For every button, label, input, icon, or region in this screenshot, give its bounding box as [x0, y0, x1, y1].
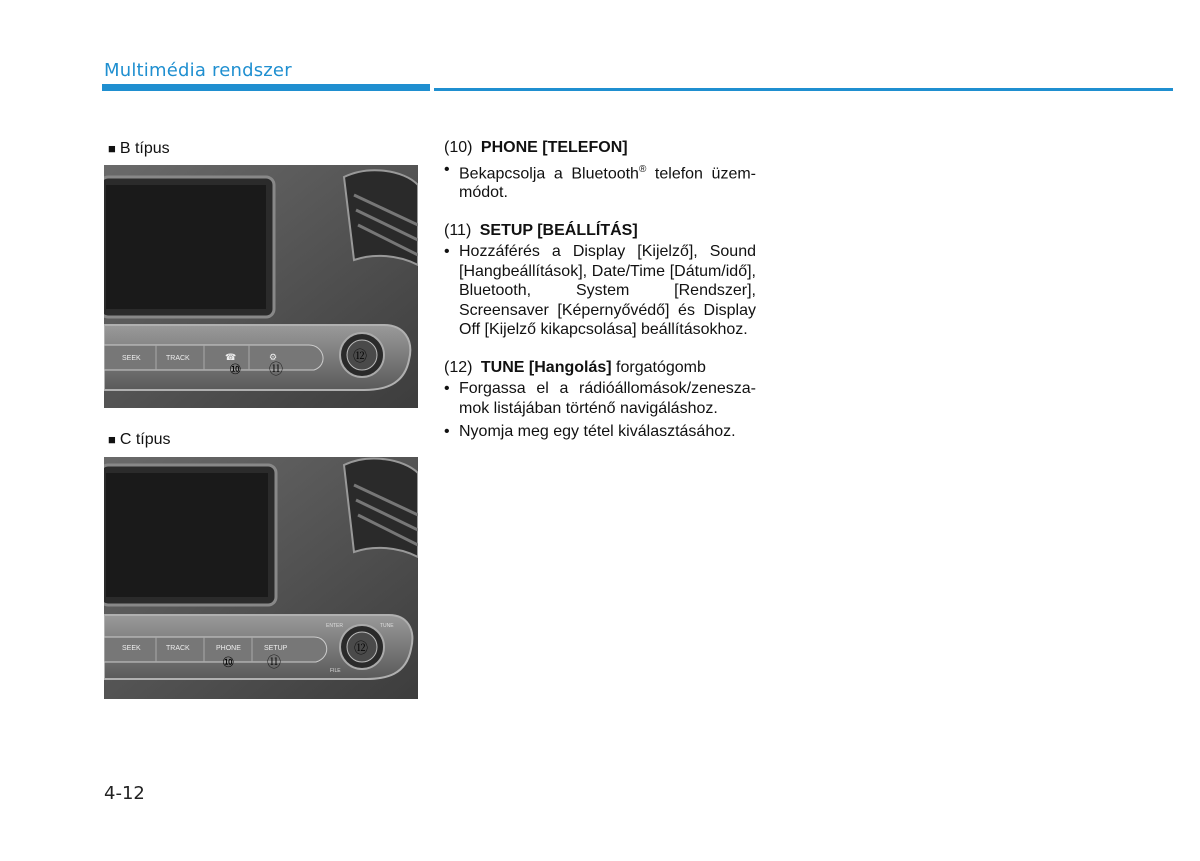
figure-photo-c — [104, 457, 418, 699]
section-title: TUNE [Hangolás] — [480, 358, 612, 376]
header-title: Multimédia rendszer — [104, 60, 292, 81]
enter-label: ENTER — [326, 623, 343, 629]
track-button-label: TRACK — [166, 645, 190, 652]
gear-icon: ⚙ — [269, 352, 278, 362]
track-button-label: TRACK — [166, 355, 190, 362]
section-number: (11) — [444, 221, 472, 239]
setup-button-label: SETUP — [264, 645, 288, 652]
seek-button-label: SEEK — [122, 645, 141, 652]
figure-label-c: ■ C típus — [108, 431, 171, 448]
file-label: FILE — [330, 668, 341, 674]
callout-11: ⑪ — [269, 362, 283, 378]
phone-icon: ☎ — [225, 352, 237, 362]
seek-button-label: SEEK — [122, 355, 141, 362]
section-number: (12) — [444, 358, 473, 376]
callout-10: ⑩ — [229, 362, 242, 378]
list-item: • Hozzáférés a Display [Kijelző], Sound [Hangbeállítások], Date/Time [Dátum/idő], Bluetooth, System [Rendszer], Screensaver [Képernyővédő] és Display Off [Kijelző kikapcsolása] beállításokhoz. — [444, 243, 756, 339]
list-item: • Nyomja meg egy tétel kiválasztásához. — [444, 423, 736, 441]
section-setup — [444, 221, 756, 340]
callout-10: ⑩ — [222, 655, 235, 671]
tune-label: TUNE — [380, 623, 394, 629]
callout-12: ⑫ — [353, 349, 367, 365]
list-item: • Forgassa el a rádióállomások/zeneszamok listájában történő navigáláshoz. — [444, 380, 756, 417]
phone-button-label: PHONE — [216, 645, 241, 652]
callout-11: ⑪ — [267, 655, 281, 671]
section-title: PHONE [TELEFON] — [480, 139, 628, 156]
section-number: (10) — [444, 139, 473, 156]
section-phone — [444, 138, 756, 203]
figure-photo-b — [104, 165, 418, 408]
header-rule-thin — [434, 88, 1173, 91]
section-tune — [444, 358, 756, 442]
header-rule-thick — [102, 84, 430, 91]
callout-12: ⑫ — [354, 641, 368, 657]
list-item: • Bekapcsolja a Bluetooth® telefon üzemmódot. — [444, 160, 756, 202]
section-title: SETUP [BEÁLLÍTÁS] — [479, 221, 638, 239]
description-column — [444, 138, 756, 460]
figure-label-b: ■ B típus — [108, 140, 170, 157]
page-number: 4-12 — [104, 783, 145, 804]
section-title-suffix: forgatógomb — [611, 358, 706, 376]
